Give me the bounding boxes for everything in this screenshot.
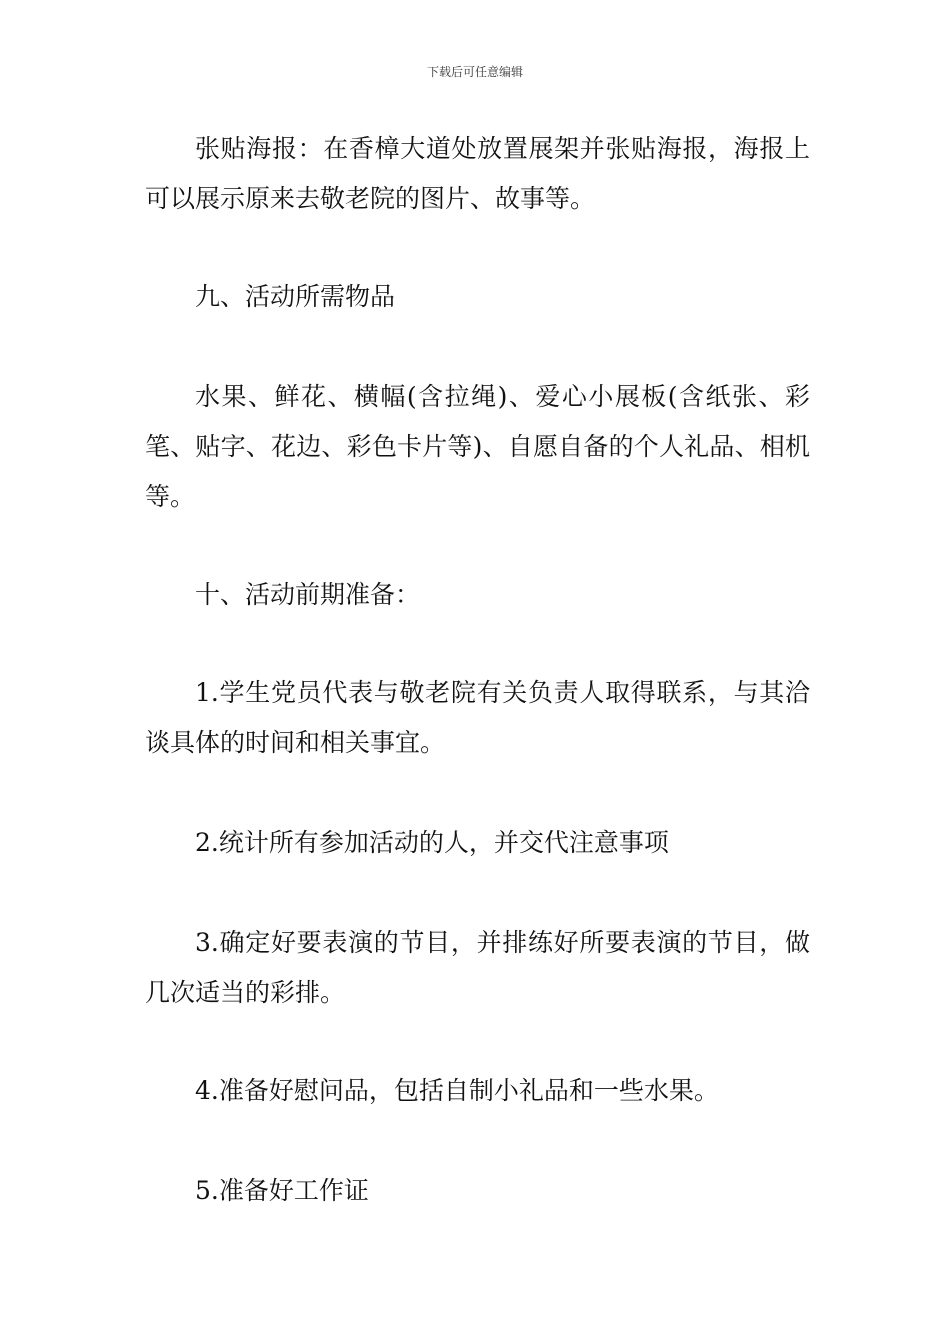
paragraph-supplies: 水果、鲜花、横幅(含拉绳)、爱心小展板(含纸张、彩笔、贴字、花边、彩色卡片等)、自愿自备的个人礼品、相机等。 bbox=[145, 382, 810, 511]
section-heading-9: 九、活动所需物品 bbox=[195, 282, 396, 311]
list-item-5: 5.准备好工作证 bbox=[195, 1176, 369, 1205]
list-item-2: 2.统计所有参加活动的人，并交代注意事项 bbox=[195, 828, 669, 857]
page-header: 下载后可任意编辑 bbox=[426, 65, 523, 79]
section-heading-10: 十、活动前期准备： bbox=[195, 580, 421, 609]
paragraph-poster: 张贴海报：在香樟大道处放置展架并张贴海报，海报上可以展示原来去敬老院的图片、故事等。 bbox=[145, 134, 810, 213]
list-item-3: 3.确定好要表演的节目，并排练好所要表演的节目，做几次适当的彩排。 bbox=[145, 928, 810, 1007]
list-item-4: 4.准备好慰问品，包括自制小礼品和一些水果。 bbox=[195, 1076, 719, 1105]
list-item-1: 1.学生党员代表与敬老院有关负责人取得联系，与其洽谈具体的时间和相关事宜。 bbox=[145, 678, 810, 757]
